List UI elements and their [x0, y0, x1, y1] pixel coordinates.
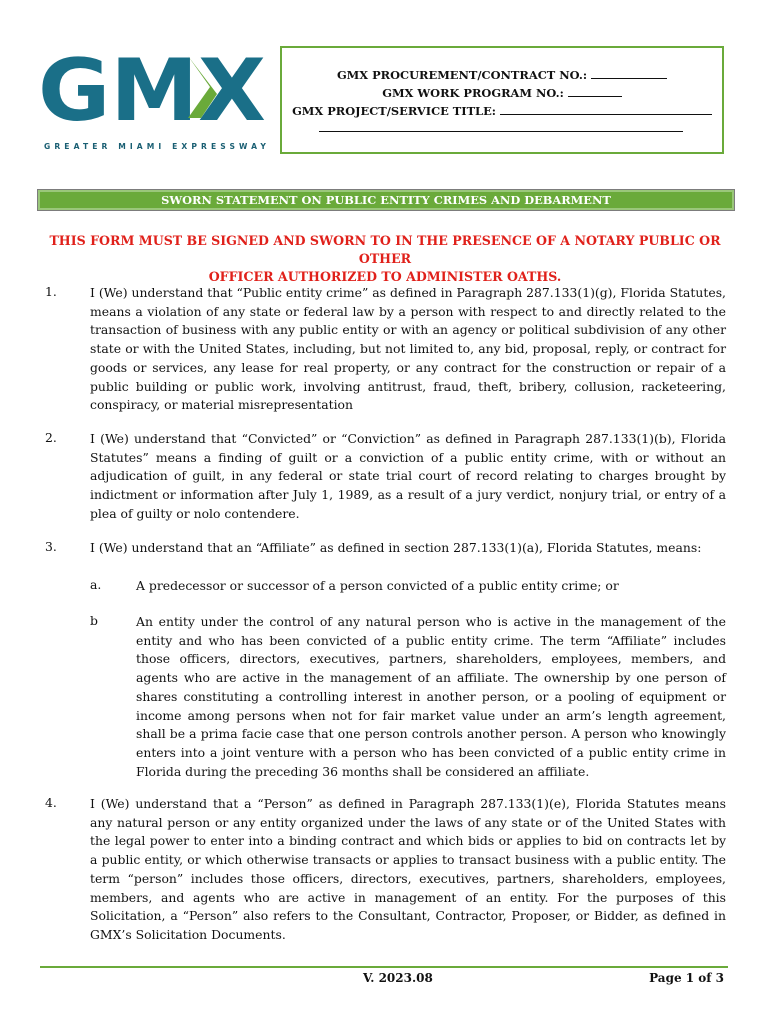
procurement-blank[interactable]	[591, 68, 667, 79]
item-1-text: I (We) understand that “Public entity crime” as defined in Paragraph 287.133(1)(g), Florida Statutes, means a violation of any state or federal law by a person with respect to and directly related to the transaction of business with any public entity or with an agency or political subdivision of any other state or with the United States, including, but not limited to, any bid, proposal, reply, or contract for goods or services, any lease for real property, or any contract for the construction or repair of a public building or public work, involving antitrust, fraud, theft, bribery, collusion, racketeering, conspiracy, or material misrepresentation	[90, 285, 726, 413]
subitem-letter: a.	[90, 577, 102, 592]
item-number: 3.	[45, 539, 57, 554]
footer-page-number: Page 1 of 3	[649, 971, 724, 985]
item-2-text: I (We) understand that “Convicted” or “Conviction” as defined in Paragraph 287.133(1)(b), Florida Statutes” means a finding of guilt or a conviction of a public entity crime, with or without an adjudication of guilt, in any federal or state trial court of record relating to charges brought by indictment or information after July 1, 1989, as a result of a jury verdict, nonjury trial, or entry of a plea of guilty or nolo contendere.	[90, 431, 726, 521]
notary-warning	[40, 232, 730, 286]
warning-line-1: THIS FORM MUST BE SIGNED AND SWORN TO IN THE PRESENCE OF A NOTARY PUBLIC OR OTHER	[49, 233, 721, 266]
project-title-blank[interactable]	[500, 104, 712, 115]
work-program-line	[282, 86, 722, 100]
item-number: 2.	[45, 430, 57, 445]
work-program-label: GMX WORK PROGRAM NO.:	[382, 86, 564, 100]
footer-divider	[40, 966, 728, 968]
work-program-blank[interactable]	[568, 86, 622, 97]
warning-line-2: OFFICER AUTHORIZED TO ADMINISTER OATHS.	[208, 269, 562, 284]
subitem-b-text: An entity under the control of any natural person who is active in the management of the entity and who has been convicted of a public entity crime. The term “Affiliate” includes those officers, directors, executives, partners, shareholders, employees, members, and agents who are active in the management of an affiliate. The ownership by one person of shares constituting a controlling interest in another person, or a pooling of equipment or income among persons when not for fair market value under an arm’s length agreement, shall be a prima facie case that one person controls another person. A person who knowingly enters into a joint venture with a person who has been convicted of a public entity crime in Florida during the preceding 36 months shall be considered an affiliate.	[136, 614, 726, 779]
footer-version: V. 2023.08	[363, 971, 433, 985]
item-number: 1.	[45, 284, 57, 299]
gmx-logo	[38, 42, 273, 157]
logo-wordmark: GMX	[38, 42, 266, 141]
subitem-a-text: A predecessor or successor of a person convicted of a public entity crime; or	[136, 578, 619, 593]
procurement-label: GMX PROCUREMENT/CONTRACT NO.:	[336, 68, 588, 82]
item-number: 4.	[45, 795, 57, 810]
project-title-blank-2[interactable]	[319, 131, 683, 132]
logo-tagline: GREATER MIAMI EXPRESSWAY	[44, 142, 271, 151]
procurement-line	[282, 68, 722, 82]
item-3-text: I (We) understand that an “Affiliate” as defined in section 287.133(1)(a), Florida Statutes, means:	[90, 540, 702, 555]
project-title-line	[282, 104, 722, 118]
project-title-label: GMX PROJECT/SERVICE TITLE:	[292, 104, 496, 118]
form-title: SWORN STATEMENT ON PUBLIC ENTITY CRIMES AND DEBARMENT	[37, 189, 735, 211]
subitem-letter: b	[90, 613, 98, 628]
item-4-text: I (We) understand that a “Person” as defined in Paragraph 287.133(1)(e), Florida Statutes means any natural person or any entity organized under the laws of any state or of the United States with the legal power to enter into a binding contract and which bids or applies to bid on contracts let by a public entity, or which otherwise transacts or applies to transact business with a public entity. The term “person” includes those officers, directors, executives, partners, shareholders, employees, members, and agents who are active in management of an entity. For the purposes of this Solicitation, a “Person” also refers to the Consultant, Contractor, Proposer, or Bidder, as defined in GMX’s Solicitation Documents.	[90, 796, 726, 942]
header-info-box	[280, 46, 724, 154]
